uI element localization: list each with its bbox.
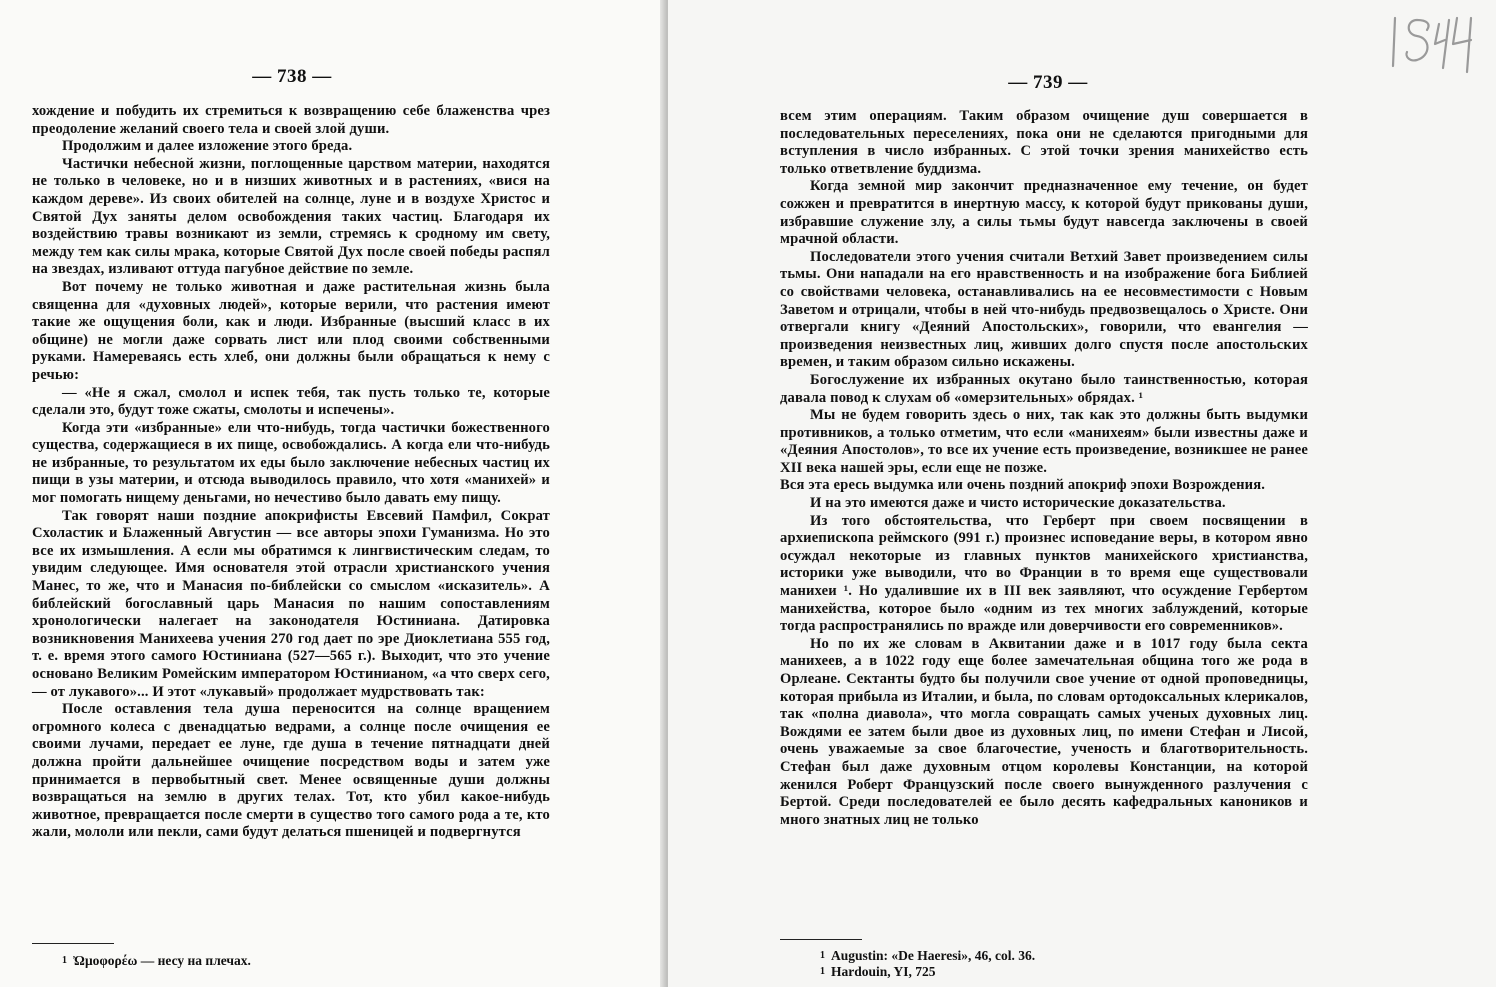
left-page-text <box>32 103 550 842</box>
footnote <box>820 964 1300 980</box>
paragraph: Вот почему не только животная и даже растительная жизнь была священна для «духовных людей», которые верили, что растения имеют такие же ощущения боли, как и люди. Избранные (высший класс в их общине) не могли даже сорвать лист или плод своими собственными руками. Намереваясь есть хлеб, они должны были обращаться к нему с речью: <box>32 278 550 383</box>
footnote <box>820 948 1300 964</box>
footnote-rule-left <box>32 943 114 944</box>
left-page <box>0 0 668 987</box>
footnote-text: Augustin: «De Haeresi», 46, col. 36. <box>831 948 1036 963</box>
right-page <box>668 0 1496 987</box>
paragraph: Продолжим и далее изложение этого бреда. <box>62 138 353 155</box>
right-page-text <box>780 108 1308 829</box>
paragraph: После оставления тела душа переносится на солнце вращением огромного колеса с двенадцатью ведрами, а солнце после очищения ее своими лучами, передает ее луне, где душа в течение пятнадцати дней должна пройти дальнейшее очищение посредством воды и затем уже принимается в первобытный свет. Менее освященные души должны возвращаться на землю в других телах. Тот, кто убил какое-нибудь животное, превращается после смерти в существо того самого рода а те, кто жали, мололи или пекли, сами будут делаться пшеницей и подвергнутся <box>32 701 550 841</box>
paragraph: Когда эти «избранные» ели что-нибудь, тогда частички божественного существа, содержащиеся в их пище, освобождались. А когда ели что-нибудь не избранные, то результатом их еды было заключение небесных частиц их пищи в узы материи, и отсюда выводилось правило, что хотя «манихей» и мог помогать нищему деньгами, но нечестиво было давать ему пищу. <box>32 419 550 507</box>
paragraph: И на это имеются даже и чисто исторические доказательства. <box>810 495 1226 512</box>
footnote <box>62 953 542 969</box>
paragraph: Вся эта ересь выдумка или очень поздний апокриф эпохи Возрождения. <box>780 477 1266 494</box>
paragraph: хождение и побудить их стремиться к возвращению себе блаженства чрез преодоление желаний своего тела и своей злой души. <box>32 103 550 137</box>
paragraph: Мы не будем говорить здесь о них, так как это должны быть выдумки противников, а только отметим, что если «манихеям» были известны даже и «Деяния Апостолов», то все их учение есть произведение, возникшее не ранее XII века нашей эры, если еще не позже. <box>780 407 1308 476</box>
paragraph: всем этим операциям. Таким образом очищение душ совершается в последовательных переселениях, пока они не сделаются пригодными для вступления в число избранных. С этой точки зрения манихейство есть только ответвление буддизма. <box>780 108 1308 177</box>
footnote-mark: 1 <box>820 966 825 977</box>
paragraph: Богослужение их избранных окутано было таинственностью, которая давала повод к слухам об «омерзительных» обрядах. ¹ <box>780 371 1308 406</box>
paragraph: Из того обстоятельства, что Герберт при своем посвящении в архиепископа реймского (991 г.) произнес исповедание веры, в котором явно осуждал некоторые из главных пунктов манихейского христианства, историки уже выводили, что во Франции в то время еще существовали манихеи ¹. Но удалившие их в III век заявляют, что осуждение Гербертом манихейства, которое было «одним из тех многих заблуждений, которые тогда распространялись по вражде или доверчивости его современников». <box>780 512 1308 635</box>
paragraph: Но по их же словам в Аквитании даже и в 1017 году была секта манихеев, а в 1022 году еще более замечательная община того же рода в Орлеане. Сектанты будто бы получили свое учение от одной проповедницы, которая прибыла из Италии, и была, по словам ортодоксальных клерикалов, так «полна диавола», что могла совращать самых ученых духовных лиц. Вождями ее затем были двое из духовных лиц, по имени Стефан и Лисой, очень уважаемые за свое благочестие, ученость и благотворительность. Стефан был даже духовным отцом королевы Констанции, на которой женился Роберт Французский после своего вынужденного разлучения с Бертой. Среди последователей ее было десять кафедральных каноников и много знатных лиц не только <box>780 635 1308 828</box>
paragraph: Частички небесной жизни, поглощенные царством материи, находятся не только в человеке, но и в низших животных и в растениях, «вися на каждом дереве». Из своих обителей на солнце, луне и в воздухе Христос и Святой Дух заняты делом освобождения таких частиц. Благодаря их воздействию травы возникают из земли, стремясь к сродному им свету, между тем как силы мрака, которые Святой Дух после своей победы распял на звездах, изливают оттуда пагубное действие по земле. <box>32 155 550 278</box>
paragraph: — «Не я сжал, смолол и испек тебя, так пусть только те, которые сделали это, будут тоже сжаты, смолоты и испечены». <box>32 384 550 419</box>
footnote-mark: 1 <box>62 955 67 966</box>
paragraph: Последователи этого учения считали Ветхий Завет произведением силы тьмы. Они нападали на его нравственность и на изображение бога Библией со свойствами человека, останавливались на ее несовместимости с Новым Заветом и отрицали, чтобы в ней что-нибудь предвозвещалось о Христе. Они отвергали книгу «Деяний Апостольских», говорили, что евангелия — произведения неизвестных лиц, живших долго спустя после апостольских времен, и таким образом сильно искажены. <box>780 248 1308 371</box>
paragraph: Когда земной мир закончит предназначенное ему течение, он будет сожжен и превратится в инертную массу, к которой будут прикованы души, избравшие служение злу, а силы тьмы будут навсегда заключены в своей мрачной области. <box>780 178 1308 248</box>
paragraph: Так говорят наши поздние апокрифисты Евсевий Памфил, Сократ Схоластик и Блаженный Августин — все авторы эпохи Гуманизма. Но это все их измышления. А если мы обратимся к лингвистическим следам, то увидим следующее. Имя основателя этой отрасли христианского учения Манес, то же, что и Манасия по-библейски со смыслом «исказитель». А библейский богославный царь Манасия по нашим сопоставлениям хронологически налегает на законодателя Юстиниана. Датировка возникновения Манихеева учения 270 год дает по эре Диоклетиана 555 год, т. е. время этого самого Юстиниана (527—565 г.). Выходит, что это учение основано Великим Ромейским императором Юстинианом, «а что сверх сего, — от лукавого»... И этот «лукавый» продолжает мудрствовать так: <box>32 507 550 700</box>
footnotes-right <box>820 948 1300 980</box>
footnotes-left <box>62 953 542 969</box>
page-number-right: — 739 — <box>1008 72 1088 93</box>
footnote-text: Hardouin, YI, 725 <box>831 964 936 979</box>
footnote-mark: 1 <box>820 950 825 961</box>
footnote-text: Ὠμοφορέω — несу на плечах. <box>73 953 251 968</box>
footnote-rule-right <box>780 939 862 940</box>
handwritten-margin-note <box>1387 10 1483 74</box>
page-number-left: — 738 — <box>252 66 332 87</box>
